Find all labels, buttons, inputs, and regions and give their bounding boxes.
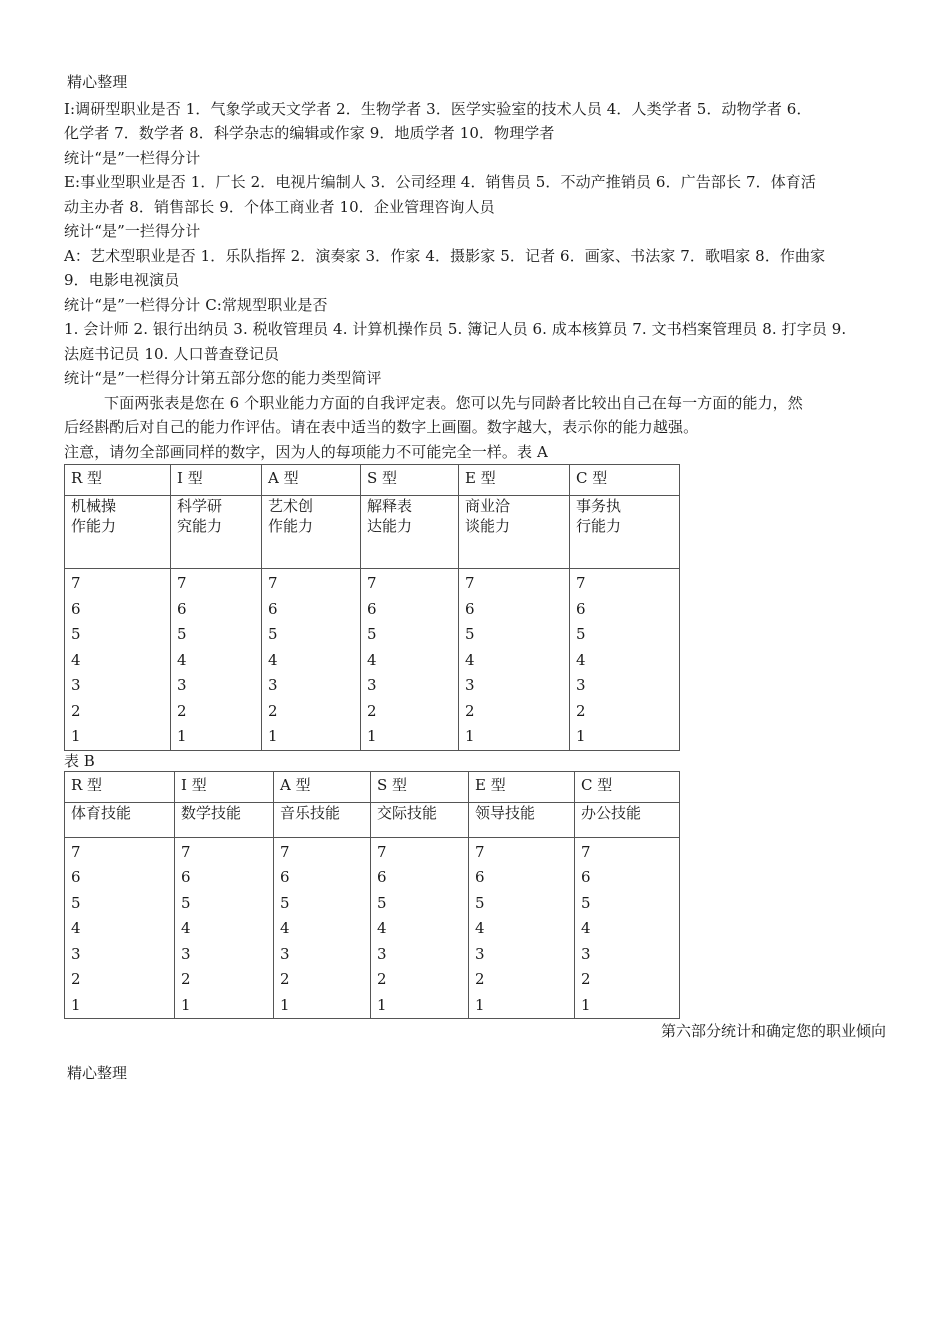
text-line: 统计“是”一栏得分计 C:常规型职业是否 — [64, 295, 328, 314]
text-line: E:事业型职业是否 1．厂长 2．电视片编制人 3．公司经理 4．销售员 5．不动产推销员 6．广告部长 7．体育活 — [64, 173, 816, 191]
skill-cell: 办公技能 — [575, 802, 680, 837]
text-line: 统计“是”一拦得分计 — [64, 222, 201, 240]
type-cell: C 型 — [570, 465, 680, 496]
text-line: 统计“是”一栏得分计第五部分您的能力类型简评 — [64, 369, 382, 387]
ability-row — [65, 496, 680, 569]
ability-cell: 解释表 达能力 — [361, 496, 459, 569]
type-cell: C 型 — [575, 771, 680, 802]
score-cell[interactable]: 7 6 5 4 3 2 1 — [175, 837, 274, 1019]
skill-row — [65, 802, 680, 837]
score-cell[interactable]: 7 6 5 4 3 2 1 — [361, 569, 459, 751]
intro-paragraph — [64, 391, 886, 465]
text-line: 9．电影电视演员 — [64, 271, 180, 289]
type-cell: A 型 — [262, 465, 361, 496]
skill-cell: 交际技能 — [371, 802, 469, 837]
ability-cell: 商业洽 谈能力 — [459, 496, 570, 569]
score-cell[interactable]: 7 6 5 4 3 2 1 — [570, 569, 680, 751]
score-cell[interactable]: 7 6 5 4 3 2 1 — [65, 837, 175, 1019]
skill-cell: 领导技能 — [469, 802, 575, 837]
page-header: 精心整理 — [67, 73, 128, 91]
text-line: A：艺术型职业是否 1．乐队指挥 2．演奏家 3．作家 4．摄影家 5．记者 6．画家、书法家 7．歌唱家 8．作曲家 — [64, 246, 826, 265]
ability-cell: 机械操 作能力 — [65, 496, 171, 569]
type-cell: S 型 — [371, 771, 469, 802]
score-cell[interactable]: 7 6 5 4 3 2 1 — [469, 837, 575, 1019]
score-cell[interactable]: 7 6 5 4 3 2 1 — [171, 569, 262, 751]
table-b-label: 表 B — [64, 751, 95, 770]
score-cell[interactable]: 7 6 5 4 3 2 1 — [274, 837, 371, 1019]
score-cell[interactable]: 7 6 5 4 3 2 1 — [459, 569, 570, 751]
ability-cell: 艺术创 作能力 — [262, 496, 361, 569]
type-cell: R 型 — [65, 465, 171, 496]
type-cell: I 型 — [175, 771, 274, 802]
score-cell[interactable]: 7 6 5 4 3 2 1 — [262, 569, 361, 751]
score-row — [65, 569, 680, 751]
text-line: 统计“是”一栏得分计 — [64, 148, 201, 167]
ability-table-a — [64, 464, 680, 751]
score-row — [65, 837, 680, 1019]
ability-cell: 科学研 究能力 — [171, 496, 262, 569]
skill-cell: 音乐技能 — [274, 802, 371, 837]
score-cell[interactable]: 7 6 5 4 3 2 1 — [575, 837, 680, 1019]
type-cell: E 型 — [469, 771, 575, 802]
intro-line: 注意，请勿全部画同样的数字，因为人的每项能力不可能完全一样。表 A — [64, 442, 548, 461]
ability-cell: 事务执 行能力 — [570, 496, 680, 569]
score-cell[interactable]: 7 6 5 4 3 2 1 — [65, 569, 171, 751]
type-cell: R 型 — [65, 771, 175, 802]
type-cell: I 型 — [171, 465, 262, 496]
score-cell[interactable]: 7 6 5 4 3 2 1 — [371, 837, 469, 1019]
skill-table-b — [64, 771, 680, 1020]
type-header-row — [65, 465, 680, 496]
skill-cell: 数学技能 — [175, 802, 274, 837]
skill-cell: 体育技能 — [65, 802, 175, 837]
intro-line: 下面两张表是您在 6 个职业能力方面的自我评定表。您可以先与同龄者比较出自己在每一方面的能力，然 — [104, 393, 803, 412]
section-six-heading: 第六部分统计和确定您的职业倾向 — [660, 1022, 886, 1040]
document-page — [64, 70, 886, 1043]
text-line: I:调研型职业是否 1．气象学或天文学者 2．生物学者 3．医学实验室的技术人员 4．人类学者 5．动物学者 6． — [64, 99, 812, 118]
text-line: 法庭书记员 10. 人口普查登记员 — [64, 344, 280, 363]
page-footer: 精心整理 — [67, 1064, 128, 1082]
type-cell: S 型 — [361, 465, 459, 496]
intro-line: 后经斟酌后对自己的能力作评估。请在表中适当的数字上画圈。数字越大，表示你的能力越强。 — [64, 418, 699, 436]
text-line: 1. 会计师 2. 银行出纳员 3. 税收管理员 4. 计算机操作员 5. 簿记人员 6. 成本核算员 7. 文书档案管理员 8. 打字员 9. — [64, 320, 847, 338]
questionnaire-lines — [64, 97, 886, 391]
text-line: 化学者 7．数学者 8．科学杂志的编辑或作家 9．地质学者 10．物理学者 — [64, 124, 555, 142]
type-header-row — [65, 771, 680, 802]
type-cell: E 型 — [459, 465, 570, 496]
text-line: 动主办者 8．销售部长 9．个体工商业者 10．企业管理咨询人员 — [64, 197, 495, 216]
type-cell: A 型 — [274, 771, 371, 802]
